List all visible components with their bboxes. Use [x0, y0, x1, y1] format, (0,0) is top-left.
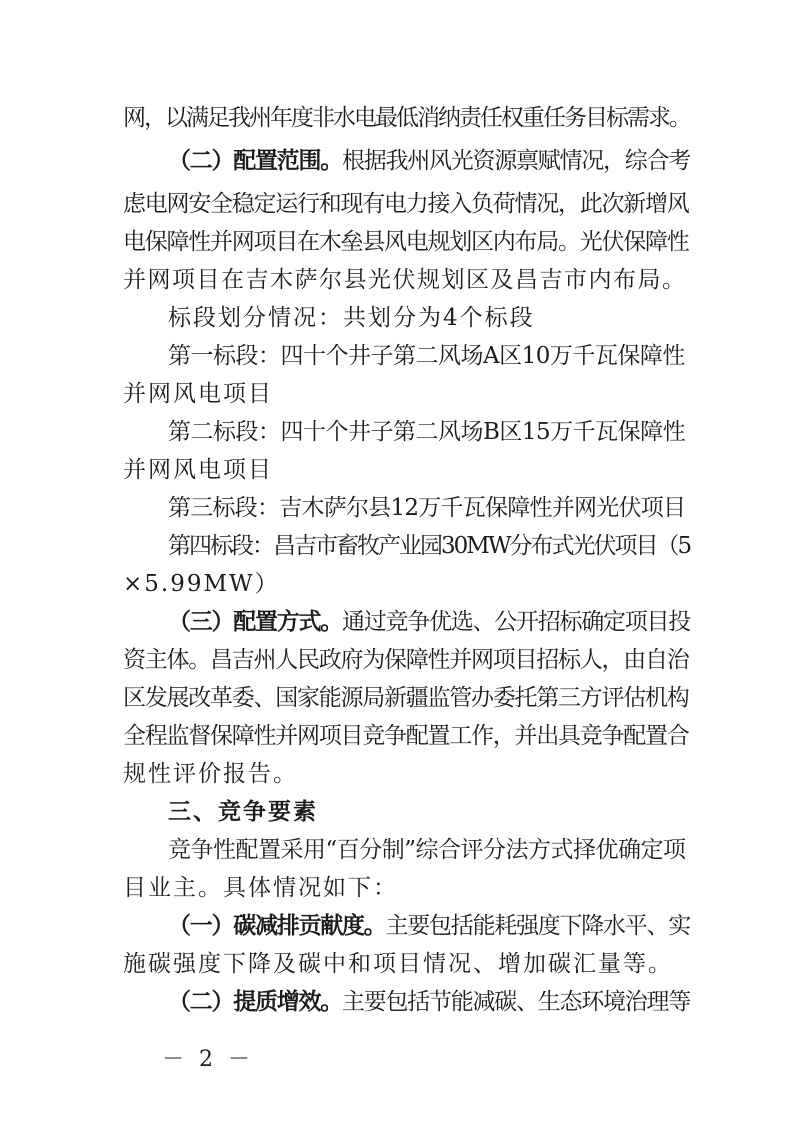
section-heading: （二）配置范围。 — [168, 147, 342, 174]
text-run: 根据我州风光资源禀赋情况，综合考 — [342, 148, 690, 174]
heading-text: 三、竞争要素 — [168, 799, 318, 825]
paragraph-line — [168, 835, 686, 865]
paragraph-line — [123, 873, 398, 903]
subsection-1-line — [168, 911, 690, 941]
paragraph-line — [123, 759, 298, 789]
page-number: － 2 － — [162, 1047, 254, 1072]
section-3-line — [168, 607, 690, 637]
paragraph-line — [168, 341, 685, 371]
text-run: 目业主。具体情况如下： — [123, 875, 398, 901]
subsection-2-line — [168, 987, 690, 1017]
text-run: 全程监督保障性并网项目竞争配置工作，并出具竞争配置合 — [123, 723, 689, 749]
section-heading: （二）提质增效。 — [168, 988, 342, 1015]
text-run: 区发展改革委、国家能源局新疆监管办委托第三方评估机构 — [123, 685, 689, 711]
text-run: ×5.99MW） — [123, 571, 280, 597]
section-heading: （一）碳减排贡献度。 — [168, 912, 386, 939]
section-heading: （三）配置方式。 — [168, 608, 342, 635]
paragraph-line — [123, 227, 689, 257]
text-run: 主要包括节能减碳、生态环境治理等 — [342, 989, 690, 1015]
paragraph-line — [123, 265, 687, 295]
text-run: 竞争性配置采用“百分制”综合评分法方式择优确定项 — [168, 837, 686, 863]
text-run: 规性评价报告。 — [123, 761, 298, 787]
text-run: 第三标段：吉木萨尔县12万千瓦保障性并网光伏项目 — [168, 495, 686, 521]
text-run: 并网项目在吉木萨尔县光伏规划区及昌吉市内布局。 — [123, 267, 687, 293]
text-run: 资主体。昌吉州人民政府为保障性并网项目招标人，由自治 — [123, 647, 689, 673]
text-run: 虑电网安全稳定运行和现有电力接入负荷情况，此次新增风 — [123, 191, 689, 217]
paragraph-line — [168, 531, 690, 561]
text-run: 网，以满足我州年度非水电最低消纳责任权重任务目标需求。 — [123, 105, 690, 131]
text-run: 主要包括能耗强度下降水平、实 — [385, 913, 690, 939]
text-run: 标段划分情况：共划分为4个标段 — [168, 305, 535, 331]
paragraph-line — [168, 493, 685, 523]
paragraph-line — [168, 417, 685, 447]
section-2-line — [168, 146, 690, 176]
paragraph-line — [168, 303, 535, 333]
paragraph-line — [123, 103, 690, 133]
text-run: 施碳强度下降及碳中和项目情况、增加碳汇量等。 — [123, 951, 673, 977]
paragraph-line — [123, 949, 673, 979]
paragraph-line — [123, 379, 273, 409]
text-run: 电保障性并网项目在木垒县风电规划区内布局。光伏保障性 — [123, 229, 689, 255]
text-run: 第二标段：四十个井子第二风场B区15万千瓦保障性 — [168, 419, 686, 445]
chapter-heading — [168, 797, 318, 827]
paragraph-line — [123, 645, 689, 675]
paragraph-line — [123, 683, 689, 713]
text-run: 通过竞争优选、公开招标确定项目投 — [342, 609, 690, 635]
paragraph-line — [123, 189, 689, 219]
text-run: 并网风电项目 — [123, 457, 273, 483]
text-run: 第一标段：四十个井子第二风场A区10万千瓦保障性 — [168, 343, 685, 369]
text-run: 并网风电项目 — [123, 381, 273, 407]
paragraph-line — [123, 455, 273, 485]
paragraph-line — [123, 569, 280, 599]
paragraph-line — [123, 721, 689, 751]
text-run: 第四标段：昌吉市畜牧产业园30MW分布式光伏项目（5 — [168, 533, 691, 559]
